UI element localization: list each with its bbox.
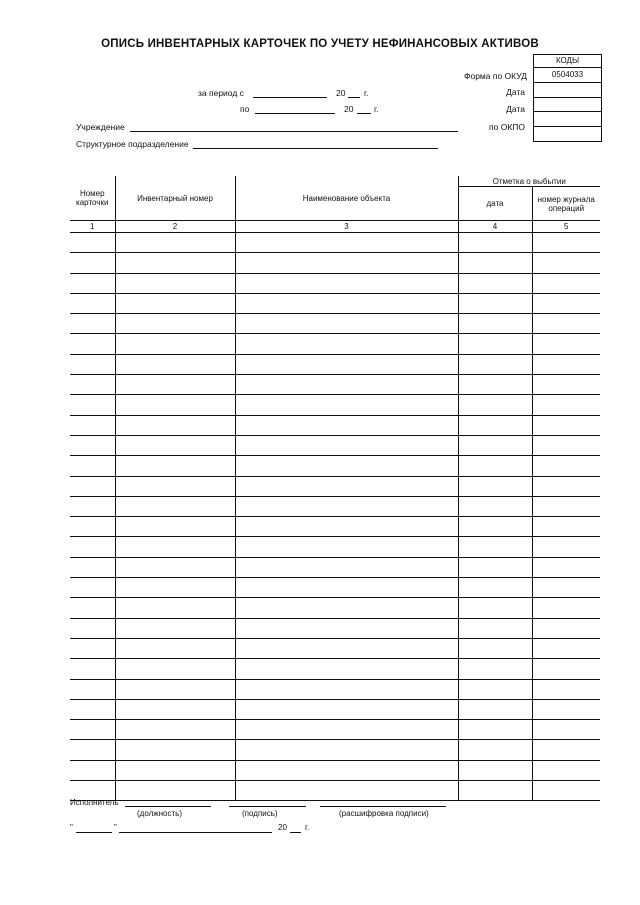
cell-object-name[interactable] (235, 659, 458, 679)
cell-object-name[interactable] (235, 233, 458, 253)
table-row (70, 537, 600, 557)
cell-disposal-date[interactable] (458, 415, 532, 435)
date-from-code-field[interactable] (534, 83, 601, 98)
cell-disposal-date[interactable] (458, 699, 532, 719)
cell-object-name[interactable] (235, 517, 458, 537)
cell-object-name[interactable] (235, 557, 458, 577)
cell-object-name[interactable] (235, 598, 458, 618)
position-field[interactable] (125, 806, 211, 807)
cell-disposal-date[interactable] (458, 659, 532, 679)
table-row (70, 456, 600, 476)
cell-card-number[interactable] (70, 659, 115, 679)
cell-card-number[interactable] (70, 598, 115, 618)
table-row (70, 659, 600, 679)
cell-object-name[interactable] (235, 395, 458, 415)
cell-journal-number[interactable] (532, 496, 600, 516)
cell-object-name[interactable] (235, 760, 458, 780)
cell-object-name[interactable] (235, 354, 458, 374)
date-label-2: Дата (506, 104, 525, 114)
table-row (70, 233, 600, 253)
date-day-field[interactable] (76, 832, 112, 833)
table-row (70, 578, 600, 598)
period-to-label: по (240, 104, 250, 114)
cell-inventory-number[interactable] (115, 618, 235, 638)
cell-journal-number[interactable] (532, 314, 600, 334)
cell-inventory-number[interactable] (115, 557, 235, 577)
cell-journal-number[interactable] (532, 638, 600, 658)
okud-code-field[interactable]: 0504033 (534, 68, 601, 83)
cell-journal-number[interactable] (532, 354, 600, 374)
period-from-label: за период с (198, 88, 244, 98)
cell-disposal-date[interactable] (458, 760, 532, 780)
cell-journal-number[interactable] (532, 557, 600, 577)
cell-disposal-date[interactable] (458, 273, 532, 293)
cell-inventory-number[interactable] (115, 537, 235, 557)
cell-journal-number[interactable] (532, 253, 600, 273)
col-number-3: 3 (235, 221, 458, 233)
cell-object-name[interactable] (235, 699, 458, 719)
cell-card-number[interactable] (70, 638, 115, 658)
cell-journal-number[interactable] (532, 781, 600, 801)
cell-disposal-date[interactable] (458, 375, 532, 395)
cell-journal-number[interactable] (532, 659, 600, 679)
cell-inventory-number[interactable] (115, 456, 235, 476)
cell-card-number[interactable] (70, 537, 115, 557)
cell-object-name[interactable] (235, 293, 458, 313)
cell-journal-number[interactable] (532, 760, 600, 780)
cell-disposal-date[interactable] (458, 293, 532, 313)
cell-journal-number[interactable] (532, 699, 600, 719)
date-quote-open: " (70, 823, 73, 832)
institution-label: Учреждение (76, 122, 125, 132)
cell-journal-number[interactable] (532, 273, 600, 293)
okud-label: Форма по ОКУД (464, 71, 527, 81)
cell-object-name[interactable] (235, 273, 458, 293)
date-year-field[interactable] (290, 832, 301, 833)
cell-card-number[interactable] (70, 435, 115, 455)
cell-disposal-date[interactable] (458, 435, 532, 455)
cell-card-number[interactable] (70, 354, 115, 374)
cell-object-name[interactable] (235, 334, 458, 354)
cell-card-number[interactable] (70, 273, 115, 293)
cell-inventory-number[interactable] (115, 578, 235, 598)
table-row (70, 781, 600, 801)
cell-object-name[interactable] (235, 740, 458, 760)
cell-inventory-number[interactable] (115, 659, 235, 679)
inventory-cards-table (70, 176, 600, 801)
table-row (70, 375, 600, 395)
cell-inventory-number[interactable] (115, 273, 235, 293)
table-row (70, 699, 600, 719)
executor-label: Исполнитель (70, 798, 119, 807)
date-year-prefix: 20 (278, 823, 287, 832)
signature-decoding-caption: (расшифровка подписи) (339, 809, 429, 818)
table-row (70, 293, 600, 313)
cell-inventory-number[interactable] (115, 375, 235, 395)
cell-object-name[interactable] (235, 253, 458, 273)
cell-card-number[interactable] (70, 496, 115, 516)
cell-card-number[interactable] (70, 679, 115, 699)
cell-disposal-date[interactable] (458, 598, 532, 618)
okpo-code-field[interactable] (534, 112, 601, 127)
cell-inventory-number[interactable] (115, 354, 235, 374)
cell-journal-number[interactable] (532, 578, 600, 598)
cell-journal-number[interactable] (532, 375, 600, 395)
cell-card-number[interactable] (70, 557, 115, 577)
col-number-2: 2 (115, 221, 235, 233)
cell-object-name[interactable] (235, 679, 458, 699)
table-row (70, 334, 600, 354)
col-date-header: дата (458, 187, 532, 221)
cell-inventory-number[interactable] (115, 740, 235, 760)
form-title: ОПИСЬ ИНВЕНТАРНЫХ КАРТОЧЕК ПО УЧЕТУ НЕФИНАНСОВЫХ АКТИВОВ (101, 38, 539, 50)
cell-disposal-date[interactable] (458, 517, 532, 537)
date-quote-close: " (114, 823, 117, 832)
cell-object-name[interactable] (235, 435, 458, 455)
period-from-year-suffix: г. (364, 88, 369, 98)
cell-inventory-number[interactable] (115, 638, 235, 658)
table-row (70, 638, 600, 658)
cell-disposal-date[interactable] (458, 354, 532, 374)
table-row (70, 415, 600, 435)
table-row (70, 760, 600, 780)
cell-inventory-number[interactable] (115, 415, 235, 435)
cell-inventory-number[interactable] (115, 233, 235, 253)
cell-inventory-number[interactable] (115, 334, 235, 354)
cell-object-name[interactable] (235, 496, 458, 516)
cell-journal-number[interactable] (532, 395, 600, 415)
col-inventory-number-header: Инвентарный номер (115, 176, 235, 221)
position-caption: (должность) (137, 809, 182, 818)
cell-object-name[interactable] (235, 375, 458, 395)
period-to-year-prefix: 20 (344, 104, 354, 114)
cell-disposal-date[interactable] (458, 618, 532, 638)
subdivision-field[interactable] (193, 148, 438, 149)
cell-journal-number[interactable] (532, 456, 600, 476)
table-row (70, 517, 600, 537)
cell-journal-number[interactable] (532, 537, 600, 557)
table-row (70, 354, 600, 374)
institution-field[interactable] (130, 131, 458, 132)
cell-card-number[interactable] (70, 578, 115, 598)
date-month-field[interactable] (119, 832, 272, 833)
cell-journal-number[interactable] (532, 435, 600, 455)
period-to-field[interactable] (255, 113, 335, 114)
cell-card-number[interactable] (70, 476, 115, 496)
cell-disposal-date[interactable] (458, 496, 532, 516)
cell-journal-number[interactable] (532, 293, 600, 313)
date-label-1: Дата (506, 87, 525, 97)
table-row (70, 395, 600, 415)
col-object-name-header: Наименование объекта (235, 176, 458, 221)
subdivision-code-field[interactable] (534, 127, 601, 141)
cell-disposal-date[interactable] (458, 476, 532, 496)
cell-journal-number[interactable] (532, 517, 600, 537)
cell-inventory-number[interactable] (115, 253, 235, 273)
cell-object-name[interactable] (235, 638, 458, 658)
cell-disposal-date[interactable] (458, 557, 532, 577)
cell-object-name[interactable] (235, 476, 458, 496)
cell-inventory-number[interactable] (115, 720, 235, 740)
table-row (70, 720, 600, 740)
period-to-year-suffix: г. (374, 104, 379, 114)
cell-journal-number[interactable] (532, 598, 600, 618)
subdivision-label: Структурное подразделение (76, 139, 189, 149)
cell-journal-number[interactable] (532, 679, 600, 699)
cell-object-name[interactable] (235, 456, 458, 476)
cell-card-number[interactable] (70, 415, 115, 435)
codes-header: КОДЫ (534, 55, 601, 68)
cell-disposal-date[interactable] (458, 253, 532, 273)
okpo-label: по ОКПО (489, 122, 525, 132)
cell-object-name[interactable] (235, 781, 458, 801)
col-card-number-header: Номер карточки (70, 176, 115, 221)
cell-inventory-number[interactable] (115, 760, 235, 780)
cell-disposal-date[interactable] (458, 233, 532, 253)
table-body (70, 233, 600, 801)
cell-disposal-date[interactable] (458, 334, 532, 354)
signature-field[interactable] (229, 806, 306, 807)
cell-inventory-number[interactable] (115, 293, 235, 313)
period-from-field[interactable] (253, 97, 327, 98)
cell-inventory-number[interactable] (115, 598, 235, 618)
cell-object-name[interactable] (235, 618, 458, 638)
cell-card-number[interactable] (70, 456, 115, 476)
period-from-year-field[interactable] (348, 97, 360, 98)
table-row (70, 253, 600, 273)
signature-caption: (подпись) (242, 809, 278, 818)
cell-journal-number[interactable] (532, 415, 600, 435)
table-row (70, 496, 600, 516)
table-row (70, 740, 600, 760)
table-row (70, 314, 600, 334)
cell-journal-number[interactable] (532, 720, 600, 740)
cell-object-name[interactable] (235, 720, 458, 740)
table-row (70, 598, 600, 618)
table-row (70, 476, 600, 496)
cell-disposal-date[interactable] (458, 456, 532, 476)
cell-disposal-date[interactable] (458, 395, 532, 415)
cell-card-number[interactable] (70, 334, 115, 354)
cell-card-number[interactable] (70, 517, 115, 537)
cell-card-number[interactable] (70, 720, 115, 740)
table-row (70, 557, 600, 577)
cell-journal-number[interactable] (532, 476, 600, 496)
col-journal-header: номер журнала операций (532, 187, 600, 221)
cell-inventory-number[interactable] (115, 496, 235, 516)
cell-card-number[interactable] (70, 253, 115, 273)
col-number-5: 5 (532, 221, 600, 233)
cell-card-number[interactable] (70, 375, 115, 395)
cell-disposal-date[interactable] (458, 578, 532, 598)
codes-box (533, 54, 602, 142)
cell-journal-number[interactable] (532, 233, 600, 253)
cell-disposal-date[interactable] (458, 638, 532, 658)
cell-card-number[interactable] (70, 314, 115, 334)
period-to-year-field[interactable] (357, 113, 371, 114)
cell-inventory-number[interactable] (115, 314, 235, 334)
cell-disposal-date[interactable] (458, 537, 532, 557)
cell-card-number[interactable] (70, 395, 115, 415)
date-to-code-field[interactable] (534, 98, 601, 113)
period-from-year-prefix: 20 (336, 88, 346, 98)
table-row (70, 435, 600, 455)
cell-disposal-date[interactable] (458, 781, 532, 801)
cell-object-name[interactable] (235, 415, 458, 435)
table-row (70, 618, 600, 638)
cell-object-name[interactable] (235, 537, 458, 557)
table-row (70, 273, 600, 293)
cell-card-number[interactable] (70, 618, 115, 638)
cell-inventory-number[interactable] (115, 517, 235, 537)
col-number-4: 4 (458, 221, 532, 233)
cell-object-name[interactable] (235, 314, 458, 334)
cell-object-name[interactable] (235, 578, 458, 598)
cell-disposal-date[interactable] (458, 740, 532, 760)
cell-card-number[interactable] (70, 293, 115, 313)
cell-card-number[interactable] (70, 760, 115, 780)
cell-card-number[interactable] (70, 699, 115, 719)
col-number-1: 1 (70, 221, 115, 233)
cell-inventory-number[interactable] (115, 699, 235, 719)
date-year-suffix: г. (305, 823, 310, 832)
cell-journal-number[interactable] (532, 618, 600, 638)
cell-disposal-date[interactable] (458, 314, 532, 334)
cell-journal-number[interactable] (532, 334, 600, 354)
cell-disposal-date[interactable] (458, 679, 532, 699)
cell-card-number[interactable] (70, 233, 115, 253)
cell-inventory-number[interactable] (115, 781, 235, 801)
cell-card-number[interactable] (70, 740, 115, 760)
cell-inventory-number[interactable] (115, 679, 235, 699)
cell-journal-number[interactable] (532, 740, 600, 760)
disposal-mark-group-header: Отметка о выбытии (458, 176, 600, 187)
cell-disposal-date[interactable] (458, 720, 532, 740)
signature-decoding-field[interactable] (320, 806, 446, 807)
cell-inventory-number[interactable] (115, 435, 235, 455)
table-row (70, 679, 600, 699)
cell-inventory-number[interactable] (115, 476, 235, 496)
cell-inventory-number[interactable] (115, 395, 235, 415)
